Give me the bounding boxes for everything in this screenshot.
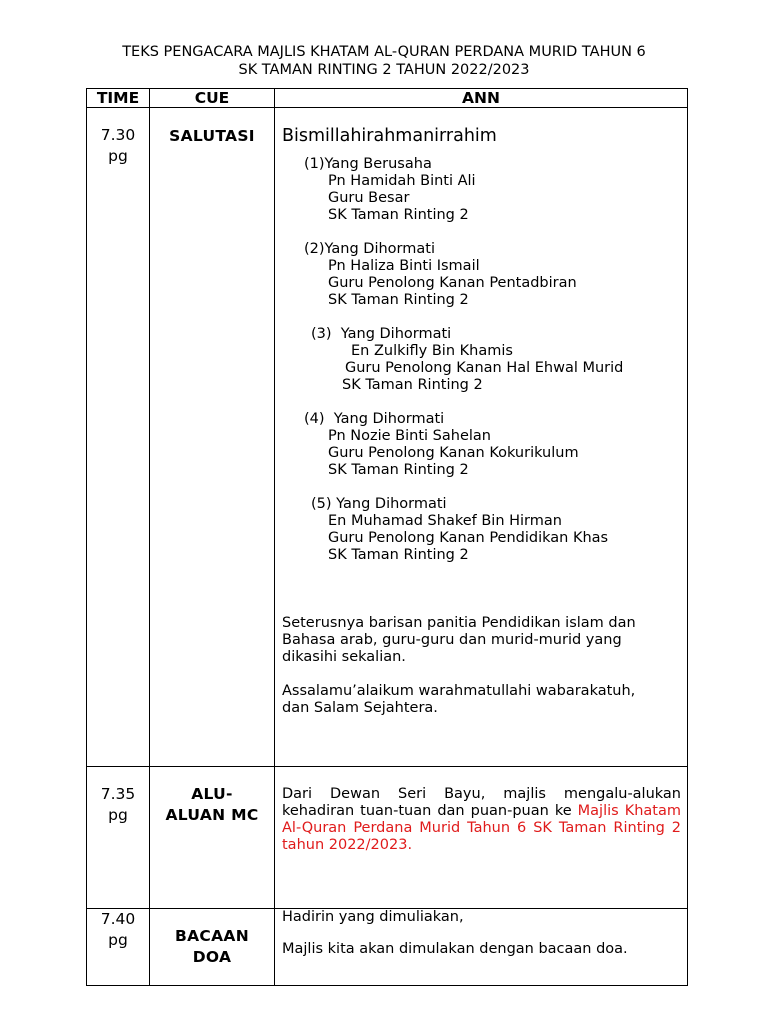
welcome-text: Dari Dewan Seri Bayu, majlis mengalu-alukan kehadiran tuan-tuan dan puan-puan ke	[282, 786, 681, 819]
time-suffix: pg	[108, 931, 128, 949]
document-title-line-1: TEKS PENGACARA MAJLIS KHATAM AL-QURAN PERDANA MURID TAHUN 6	[122, 44, 646, 60]
guest-name: En Muhamad Shakef Bin Hirman	[328, 513, 562, 529]
cue-label: SALUTASI	[169, 127, 255, 145]
time-cell	[87, 767, 150, 909]
cue-label: BACAAN	[175, 927, 249, 945]
ann-cell	[275, 909, 688, 986]
guest-title: (3) Yang Dihormati	[311, 326, 452, 342]
cue-label: ALU-	[191, 785, 233, 803]
guest-block	[282, 241, 681, 309]
guest-name: Pn Haliza Binti Ismail	[328, 258, 480, 274]
opening-greeting: Bismillahirahmanirrahim	[282, 126, 497, 146]
guest-block	[282, 411, 681, 479]
table-row	[87, 767, 688, 909]
guest-name: En Zulkifly Bin Khamis	[351, 343, 513, 359]
time-suffix: pg	[108, 147, 128, 165]
time-value: 7.30	[100, 126, 136, 144]
address-line: Hadirin yang dimuliakan,	[282, 909, 464, 925]
ann-cell	[275, 108, 688, 767]
guest-block	[282, 326, 681, 394]
guest-school: SK Taman Rinting 2	[342, 377, 483, 393]
guest-name: Pn Hamidah Binti Ali	[328, 173, 476, 189]
time-cell	[87, 108, 150, 767]
table-header-row	[87, 89, 688, 108]
guest-position: Guru Penolong Kanan Pentadbiran	[328, 275, 577, 291]
closing-paragraph: Seterusnya barisan panitia Pendidikan islam dan Bahasa arab, guru-guru dan murid-murid yang dikasihi sekalian.	[282, 615, 636, 665]
time-cell	[87, 909, 150, 986]
guest-position: Guru Penolong Kanan Hal Ehwal Murid	[345, 360, 624, 376]
guest-block	[282, 496, 681, 564]
header-ann: ANN	[275, 89, 688, 108]
header-time: TIME	[87, 89, 150, 108]
welcome-paragraph	[282, 786, 681, 854]
prayer-announcement: Majlis kita akan dimulakan dengan bacaan doa.	[282, 941, 628, 957]
guest-title: (2)Yang Dihormati	[304, 241, 435, 257]
ann-cell	[275, 767, 688, 909]
time-value: 7.35	[100, 785, 136, 803]
guest-position: Guru Penolong Kanan Kokurikulum	[328, 445, 579, 461]
time-suffix: pg	[108, 806, 128, 824]
guest-title: (4) Yang Dihormati	[304, 411, 445, 427]
document-title-line-2: SK TAMAN RINTING 2 TAHUN 2022/2023	[238, 62, 530, 78]
guest-school: SK Taman Rinting 2	[328, 292, 469, 308]
guest-school: SK Taman Rinting 2	[328, 462, 469, 478]
guest-name: Pn Nozie Binti Sahelan	[328, 428, 491, 444]
guest-position: Guru Besar	[328, 190, 410, 206]
mc-script-table	[86, 88, 688, 986]
event-name-highlight: Majlis Khatam Al-Quran Perdana Murid Tahun 6 SK Taman Rinting 2 tahun 2022/2023.	[282, 803, 681, 853]
cue-label: ALUAN MC	[165, 806, 259, 824]
guest-school: SK Taman Rinting 2	[328, 547, 469, 563]
guest-title: (1)Yang Berusaha	[304, 156, 432, 172]
cue-cell	[150, 108, 275, 767]
time-value: 7.40	[100, 910, 136, 928]
guest-block	[282, 156, 681, 224]
table-row	[87, 108, 688, 767]
guest-position: Guru Penolong Kanan Pendidikan Khas	[328, 530, 609, 546]
closing-salam: Assalamu’alaikum warahmatullahi wabarakatuh, dan Salam Sejahtera.	[282, 683, 636, 716]
cue-label: DOA	[192, 948, 232, 966]
cue-cell	[150, 767, 275, 909]
guest-title: (5) Yang Dihormati	[311, 496, 447, 512]
cue-cell	[150, 909, 275, 986]
table-row	[87, 909, 688, 986]
header-cue: CUE	[150, 89, 275, 108]
guest-school: SK Taman Rinting 2	[328, 207, 469, 223]
